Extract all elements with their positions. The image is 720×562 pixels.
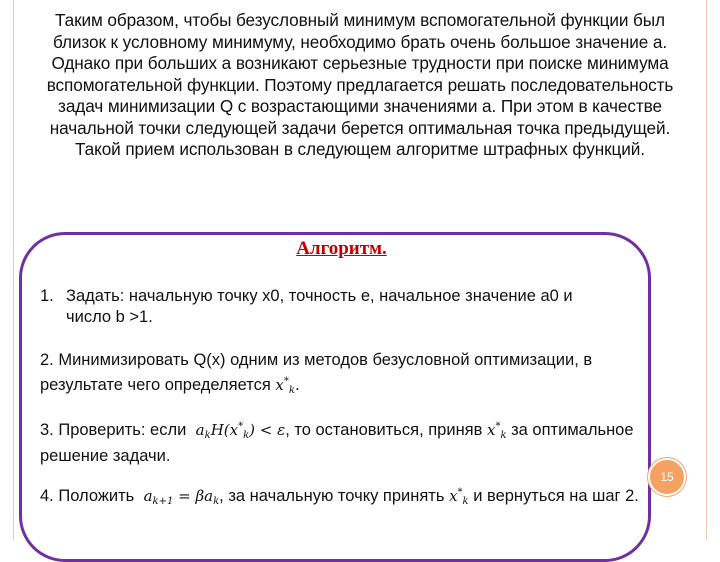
step-3-part-c: за оптимальное решение задачи. [40, 421, 634, 465]
formula-stop-condition: $a_kH(x^*_k) < \varepsilon$ [190, 421, 286, 441]
step-4 [40, 482, 650, 512]
intro-paragraph: Таким образом, чтобы безусловный минимум вспомогательной функции был близок к условному минимуму, необходимо брать очень большое значение a. Однако при больших a возникают серьезные трудности при поиске минимума вспомогательной функции. Поэтому предлагается решать последовательность задач минимизации Q с возрастающими значениями a. При этом в качестве начальной точки следующей задачи берется оптимальная точка предыдущей. Такой прием использован в следующем алгоритме штрафных функций. [46, 10, 674, 159]
formula-alpha-update: $a_{k+1} = \beta a_k$ [138, 487, 220, 507]
step-4-part-b: , за начальную точку принять [219, 487, 445, 505]
page-number-badge: 15 [648, 458, 686, 496]
step-1-line-1: Задать: начальную точку x0, точность e, начальное значение a0 и [66, 287, 573, 305]
step-1-number: 1. [40, 287, 54, 305]
formula-xk-star-3: $x^*_k$ [449, 487, 469, 507]
step-4-part-c: и вернуться на шаг 2. [473, 487, 639, 505]
step-1-line-2: число b >1. [66, 308, 153, 326]
step-3-part-a: 3. Проверить: если [40, 421, 187, 439]
step-3 [40, 416, 650, 467]
step-1 [40, 286, 650, 328]
step-4-part-a: 4. Положить [40, 487, 135, 505]
formula-xk-star: $x^*_k$. [275, 376, 300, 396]
formula-xk-star-2: $x^*_k$ [486, 421, 507, 441]
step-3-part-b: , то остановиться, приняв [285, 421, 483, 439]
step-2-text: 2. Минимизировать Q(x) одним из методов безусловной оптимизации, в результате чего определяется [40, 351, 593, 394]
step-2 [40, 350, 650, 401]
algorithm-title: Алгоритм. [296, 238, 387, 259]
